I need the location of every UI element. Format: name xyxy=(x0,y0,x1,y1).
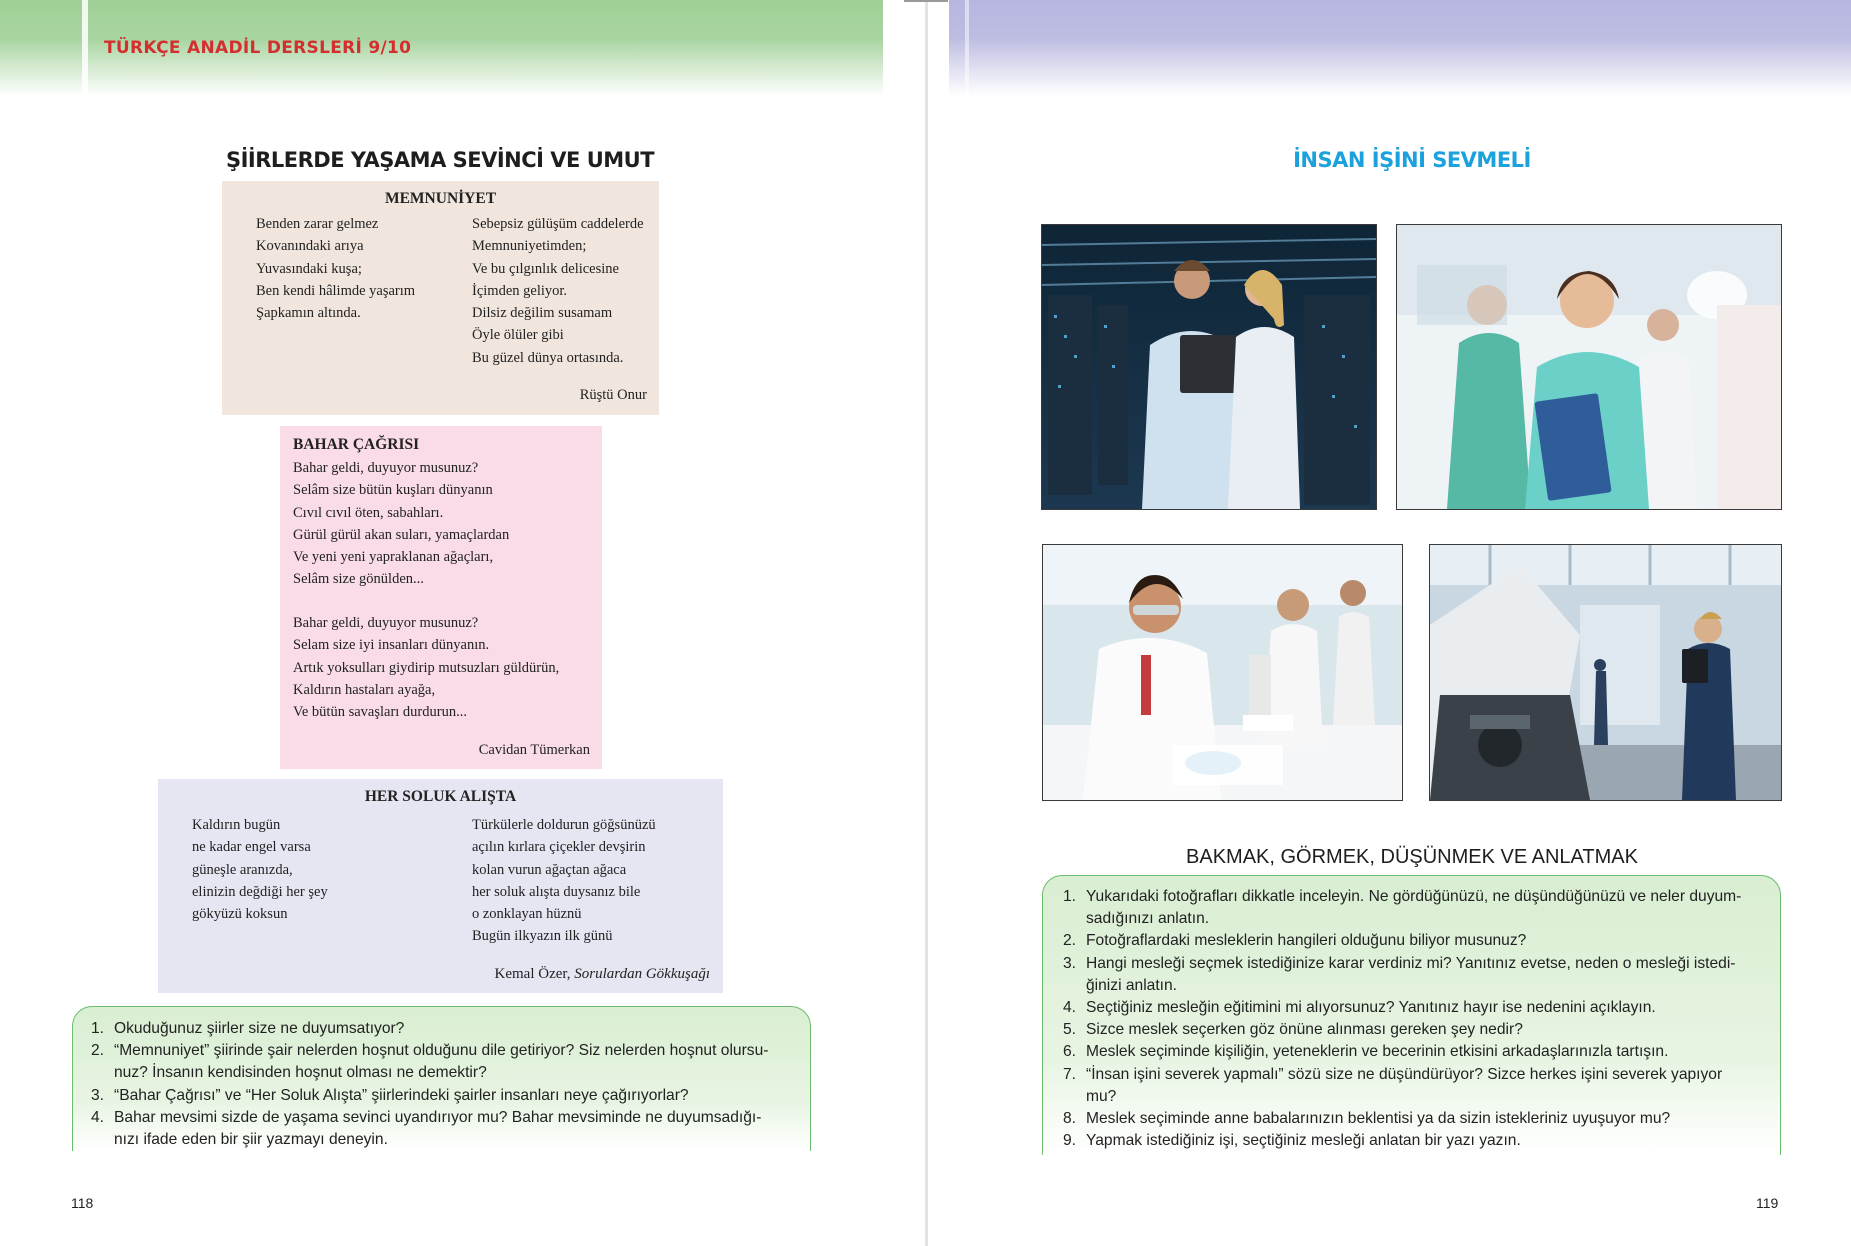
question-item xyxy=(91,1085,791,1107)
question-item xyxy=(91,1040,791,1084)
poem-line: Bu güzel dünya ortasında. xyxy=(472,349,624,366)
poem-line: Ve bu çılgınlık delicesine xyxy=(472,260,619,277)
poem-stanza-2 xyxy=(293,612,559,723)
poem-line: Cıvıl cıvıl öten, sabahları. xyxy=(293,504,444,521)
poem-author: Rüştü Onur xyxy=(579,387,647,403)
poem-line: açılın kırlara çiçekler devşirin xyxy=(472,839,646,856)
question-item xyxy=(1063,997,1763,1019)
poem-line: Türkülerle doldurun göğsünüzü xyxy=(472,817,656,833)
poem-line: Kovanındaki arıya xyxy=(256,238,364,255)
poem-box-memnuniyet xyxy=(222,181,659,415)
question-item xyxy=(1063,1064,1763,1108)
poem-line: Selâm size gönülden... xyxy=(293,571,424,588)
header-band-right xyxy=(949,0,1851,96)
question-item xyxy=(1063,1130,1763,1152)
poem-line: Ben kendi hâlimde yaşarım xyxy=(256,282,416,299)
poem-box-bahar-cagrisi xyxy=(280,426,602,769)
poem-line: her soluk alışta duysanız bile xyxy=(472,883,641,900)
poem-column-right xyxy=(472,814,656,948)
question-number: 8. xyxy=(1063,1110,1077,1128)
photo-laboratory-scientists xyxy=(1042,544,1403,801)
poem-line: Selâm size bütün kuşları dünyanın xyxy=(293,482,493,499)
nurse-illustration xyxy=(1397,225,1781,509)
mechanic-illustration xyxy=(1430,545,1781,800)
poem-author-name: Kemal Özer, xyxy=(494,966,575,982)
poem-line: İçimden geliyor. xyxy=(472,282,568,299)
question-text: Okuduğunuz şiirler size ne duyumsatıyor? xyxy=(114,1020,405,1037)
question-number: 2. xyxy=(91,1042,105,1060)
question-number: 6. xyxy=(1063,1043,1077,1061)
question-number: 3. xyxy=(1063,954,1077,972)
question-text: Hangi mesleği seçmek istediğinize karar verdiniz mi? Yanıtınız evetse, neden o mesleği istedi- xyxy=(1086,954,1736,972)
poem-line: Yuvasındaki kuşa; xyxy=(256,260,362,277)
poem-line: Sebepsiz gülüşüm caddelerde xyxy=(472,216,644,232)
question-item xyxy=(1063,930,1763,952)
question-item xyxy=(91,1018,791,1040)
poem-line: Ve bütün savaşları durdurun... xyxy=(293,704,467,721)
question-number: 7. xyxy=(1063,1065,1077,1083)
poem-box-her-soluk-alista xyxy=(158,779,723,993)
poem-line: Bahar geldi, duyuyor musunuz? xyxy=(293,460,479,476)
question-text: sadığınızı anlatın. xyxy=(1086,910,1210,928)
question-number: 1. xyxy=(91,1020,105,1037)
poem-line: Kaldırın hastaları ayağa, xyxy=(293,681,436,698)
poem-line: Dilsiz değilim susamam xyxy=(472,305,613,322)
question-text: nuz? İnsanın kendisinden hoşnut olması ne demektir? xyxy=(114,1064,487,1082)
poem-line: Ve yeni yeni yapraklanan ağaçları, xyxy=(293,549,494,566)
question-text: Seçtiğiniz mesleğin eğitimini mi alıyorsunuz? Yanıtınız hayır ise nedenini açıklayın. xyxy=(1086,999,1656,1017)
question-text: Sizce meslek seçerken göz önüne alınması gereken şey nedir? xyxy=(1086,1021,1523,1039)
page-number-left: 118 xyxy=(71,1195,94,1211)
poem-line: Bugün ilkyazın ilk günü xyxy=(472,928,613,945)
question-list-left xyxy=(91,1018,791,1151)
poem-line: Selam size iyi insanları dünyanın. xyxy=(293,637,490,654)
header-band-stripe xyxy=(82,0,88,96)
question-text: “İnsan işini severek yapmalı” sözü size ne düşündürüyor? Sizce herkes işini severek yapıyor xyxy=(1086,1065,1723,1083)
question-item xyxy=(1063,953,1763,997)
question-item xyxy=(1063,886,1763,930)
poem-line: Kaldırın bugün xyxy=(192,817,281,833)
poem-line: Gürül gürül akan suları, yamaçlardan xyxy=(293,526,510,543)
question-text: Fotoğraflardaki mesleklerin hangileri olduğunu biliyor musunuz? xyxy=(1086,932,1527,950)
poem-line: o zonklayan hüznü xyxy=(472,906,582,923)
laboratory-illustration xyxy=(1043,545,1402,800)
poem-line: gökyüzü koksun xyxy=(192,906,288,923)
question-text: Yapmak istediğiniz işi, seçtiğiniz mesleği anlatan bir yazı yazın. xyxy=(1086,1132,1521,1150)
photo-server-room-engineers xyxy=(1041,224,1377,510)
question-text: Meslek seçiminde kişiliğin, yeteneklerin ve becerinin etkisini arkadaşlarınızla tartışın. xyxy=(1086,1043,1669,1061)
question-item xyxy=(1063,1019,1763,1041)
poem-author xyxy=(495,966,710,983)
question-number: 3. xyxy=(91,1086,105,1104)
question-list-right xyxy=(1063,886,1763,1152)
gutter-top-mark xyxy=(904,0,948,2)
question-item xyxy=(1063,1108,1763,1130)
poem-title: BAHAR ÇAĞRISI xyxy=(293,436,420,453)
section-heading: BAKMAK, GÖRMEK, DÜŞÜNMEK VE ANLATMAK xyxy=(1186,846,1638,868)
question-text: “Memnuniyet” şiirinde şair nelerden hoşnut olduğunu dile getiriyor? Siz nelerden hoşnut olursu- xyxy=(114,1042,769,1060)
poem-line: ne kadar engel varsa xyxy=(192,839,311,856)
question-item xyxy=(1063,1041,1763,1063)
photo-nurse-hospital xyxy=(1396,224,1782,510)
question-number: 4. xyxy=(1063,999,1077,1017)
page-title-left: ŞİİRLERDE YAŞAMA SEVİNCİ VE UMUT xyxy=(225,148,655,172)
poem-stanza-1 xyxy=(293,457,509,591)
question-number: 5. xyxy=(1063,1021,1077,1039)
poem-line: Şapkamın altında. xyxy=(256,305,361,322)
poem-author: Cavidan Tümerkan xyxy=(478,742,590,758)
header-band-stripe xyxy=(965,0,969,96)
question-text: ğinizi anlatın. xyxy=(1086,976,1178,994)
poem-line: kolan vurun ağaçtan ağaca xyxy=(472,861,627,878)
running-head: TÜRKÇE ANADİL DERSLERİ 9/10 xyxy=(104,38,412,58)
server-room-illustration xyxy=(1042,225,1376,509)
poem-line: elinizin değdiği her şey xyxy=(192,883,328,900)
book-gutter xyxy=(925,0,928,1246)
page-number-right: 119 xyxy=(1756,1195,1779,1211)
question-box-left xyxy=(72,1006,811,1151)
poem-column-left xyxy=(256,213,415,324)
question-number: 1. xyxy=(1063,888,1077,905)
question-number: 2. xyxy=(1063,932,1077,950)
poem-line: Memnuniyetimden; xyxy=(472,238,587,255)
poem-line: güneşle aranızda, xyxy=(192,861,293,878)
question-box-right xyxy=(1042,875,1781,1155)
left-page xyxy=(0,0,925,1246)
question-text: “Bahar Çağrısı” ve “Her Soluk Alışta” şiirlerindeki şairler insanları neye çağırıyorlar? xyxy=(114,1086,689,1104)
poem-line: Artık yoksulları giydirip mutsuzları güldürün, xyxy=(293,659,560,676)
question-number: 4. xyxy=(91,1108,105,1126)
question-text: Meslek seçiminde anne babalarınızın beklentisi ya da sizin istekleriniz uyuşuyor mu? xyxy=(1086,1110,1671,1128)
poem-title: HER SOLUK ALIŞTA xyxy=(364,788,517,805)
question-text: Bahar mevsimi sizde de yaşama sevinci uyandırıyor mu? Bahar mevsiminde ne duyumsadığı- xyxy=(114,1108,762,1126)
question-number: 9. xyxy=(1063,1132,1077,1150)
question-item xyxy=(91,1107,791,1151)
question-text: mu? xyxy=(1086,1087,1117,1105)
poem-author-book: Sorulardan Gökkuşağı xyxy=(574,966,710,982)
photo-car-mechanic xyxy=(1429,544,1782,801)
poem-column-right xyxy=(472,213,644,369)
question-text: nızı ifade eden bir şiir yazmayı deneyin. xyxy=(114,1131,388,1149)
poem-line: Bahar geldi, duyuyor musunuz? xyxy=(293,615,479,631)
question-text: Yukarıdaki fotoğrafları dikkatle inceleyin. Ne gördüğünüzü, ne düşündüğünüzü ve neler duyum- xyxy=(1086,888,1742,905)
poem-line: Öyle ölüler gibi xyxy=(472,327,564,344)
poem-line: Benden zarar gelmez xyxy=(256,216,379,232)
poem-title: MEMNUNİYET xyxy=(384,190,497,207)
poem-column-left xyxy=(192,814,328,925)
page-title-right: İNSAN İŞİNİ SEVMELİ xyxy=(1293,148,1531,172)
